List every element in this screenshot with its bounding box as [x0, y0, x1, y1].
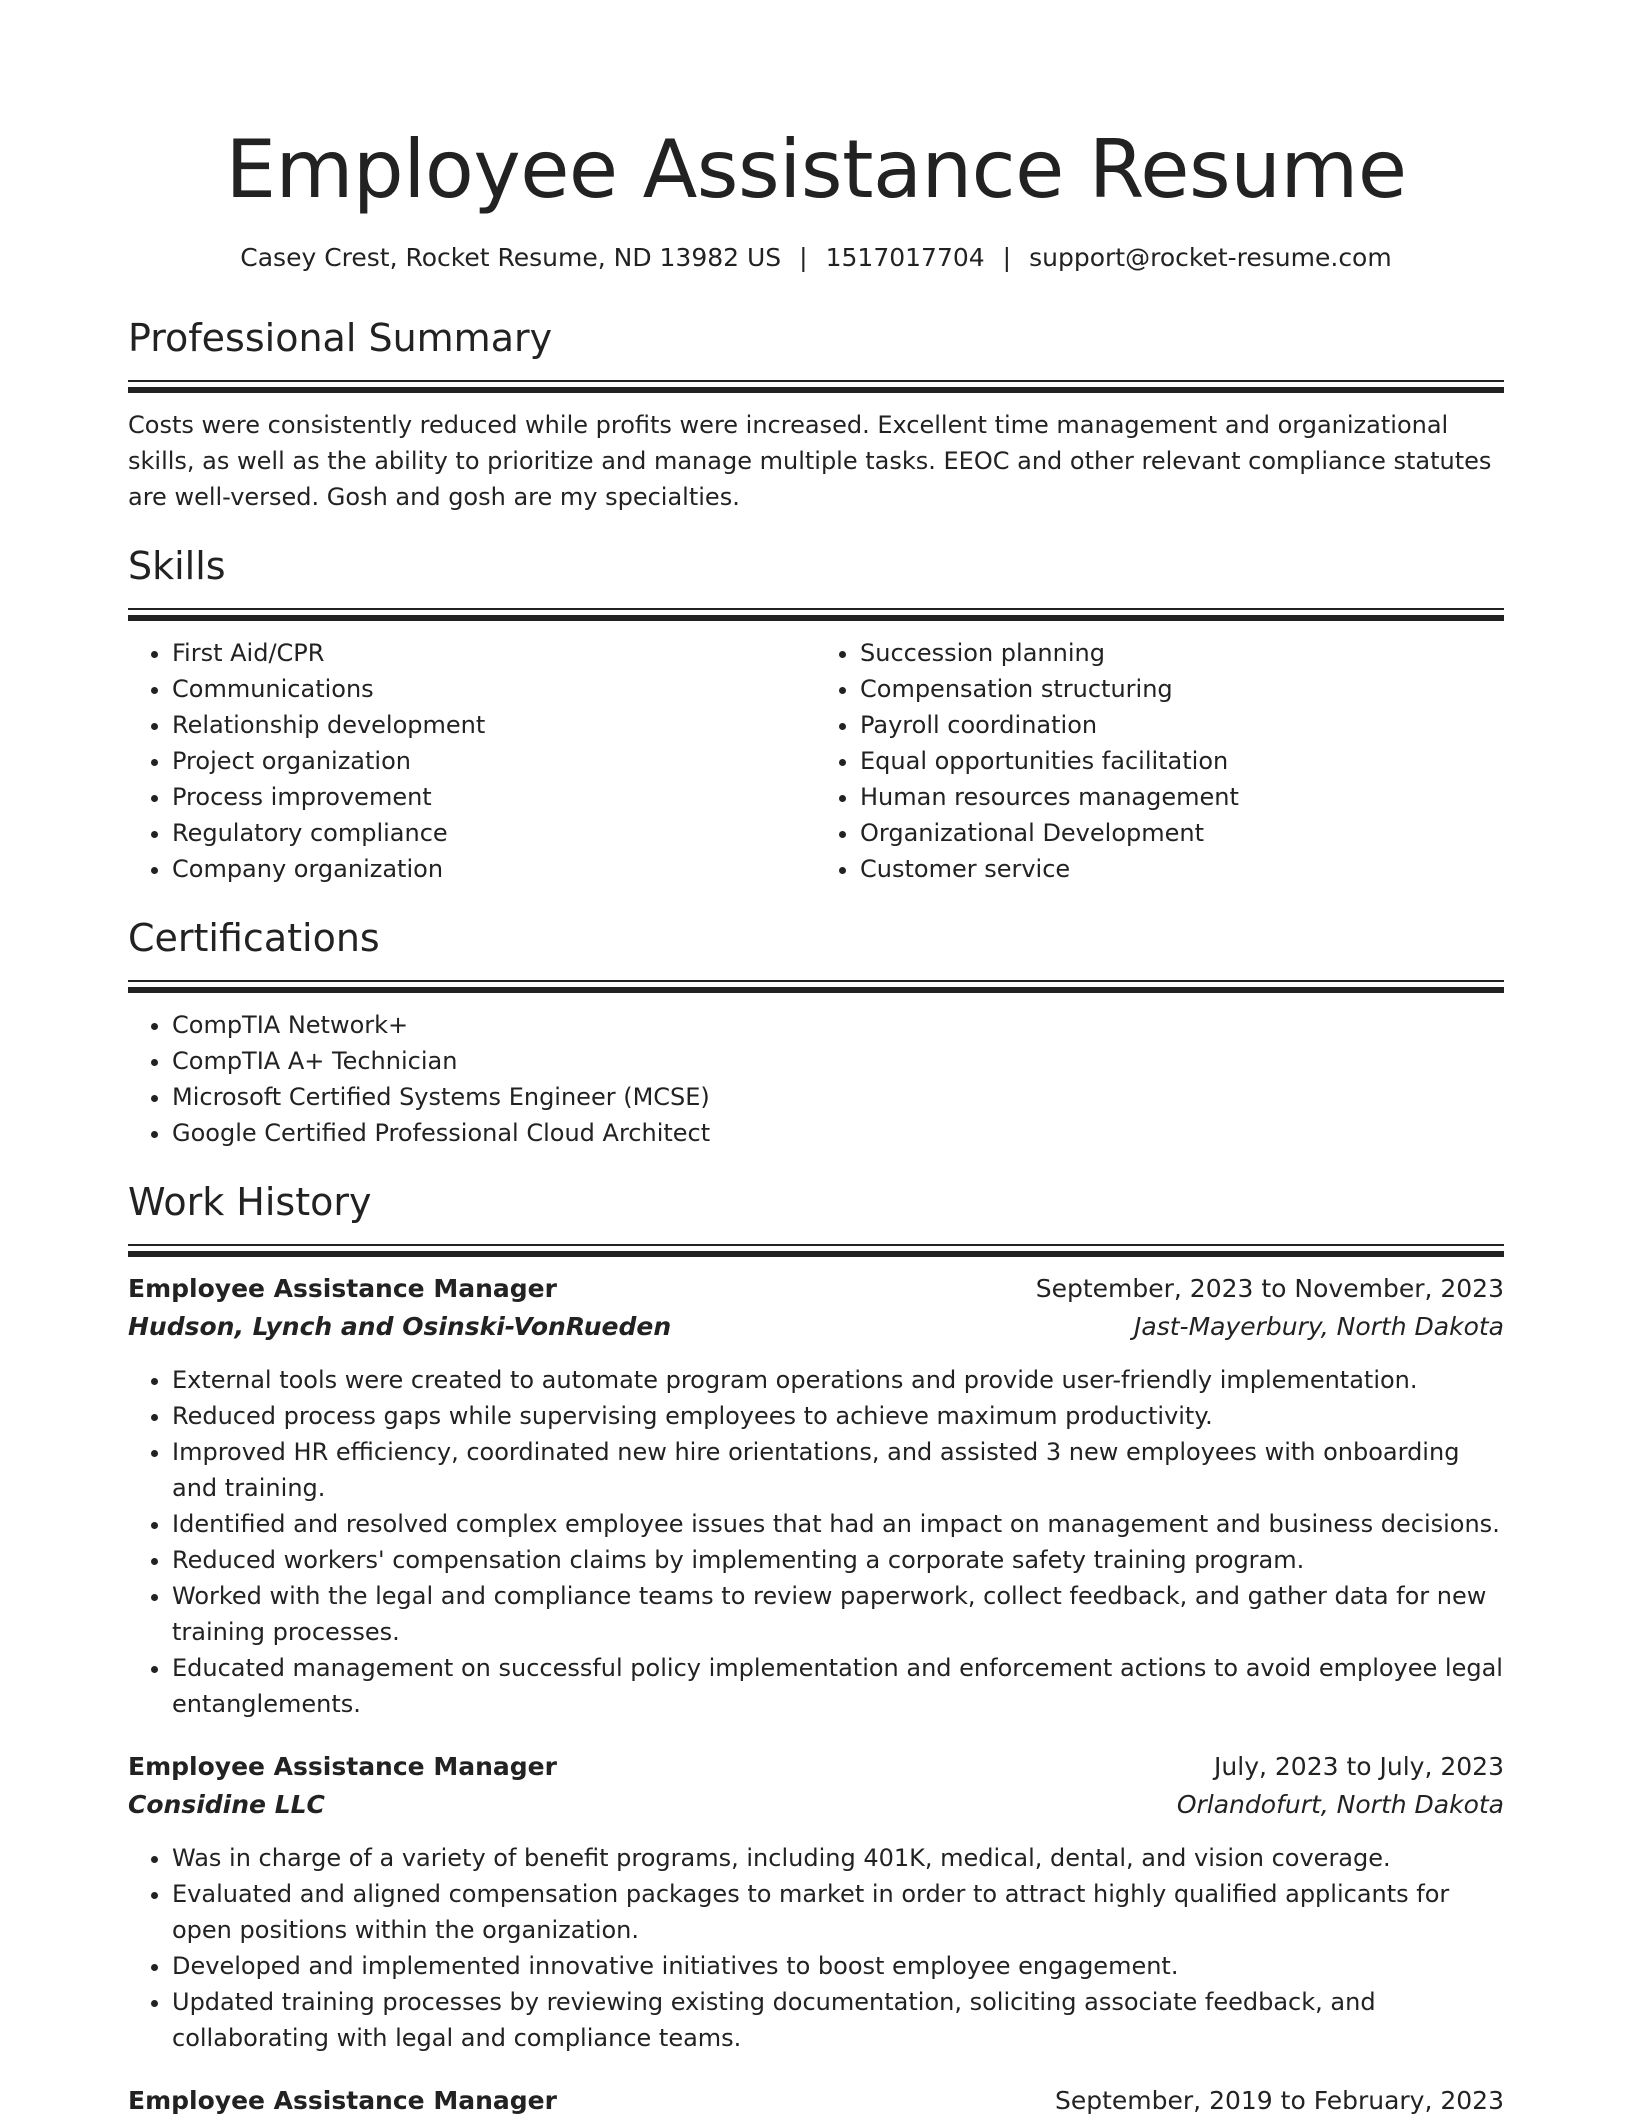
skill-item: • Communications: [172, 671, 816, 707]
job-company: Considine LLC: [128, 1790, 325, 1819]
certifications-section: [128, 914, 1504, 1151]
job-title: Employee Assistance Manager: [128, 1274, 557, 1303]
contact-separator: |: [1002, 243, 1012, 272]
job-subheader: [128, 1786, 1504, 1824]
section-heading-work-history: Work History: [128, 1180, 372, 1224]
skill-item: • Organizational Development: [860, 815, 1504, 851]
skills-list-right: [816, 635, 1504, 887]
work-history-section: [128, 1178, 1504, 2120]
contact-address: Casey Crest, Rocket Resume, ND 13982 US: [240, 243, 782, 272]
skill-item: • Human resources management: [860, 779, 1504, 815]
job-bullet: • Reduced process gaps while supervising employees to achieve maximum productivity.: [172, 1398, 1504, 1434]
skill-item: • Project organization: [172, 743, 816, 779]
job-bullet: • Evaluated and aligned compensation packages to market in order to attract highly qualified applicants for open positions within the organization.: [172, 1876, 1504, 1948]
certification-item: • CompTIA A+ Technician: [172, 1043, 1504, 1079]
skill-item: • First Aid/CPR: [172, 635, 816, 671]
job-bullet: • Improved HR efficiency, coordinated new hire orientations, and assisted 3 new employees with onboarding and training.: [172, 1434, 1504, 1506]
skill-item: • Succession planning: [860, 635, 1504, 671]
job-bullet: • Identified and resolved complex employee issues that had an impact on management and business decisions.: [172, 1506, 1504, 1542]
section-heading-certifications: Certifications: [128, 916, 380, 960]
contact-line: [128, 242, 1504, 274]
skills-columns: [128, 635, 1504, 887]
resume-page: [128, 0, 1504, 2120]
job-subheader: [128, 1308, 1504, 1346]
job-bullets: [128, 1362, 1504, 1722]
skills-section: [128, 542, 1504, 887]
contact-separator: |: [799, 243, 808, 272]
section-heading-skills: Skills: [128, 544, 226, 588]
job-bullet: • Developed and implemented innovative initiatives to boost employee engagement.: [172, 1948, 1504, 1984]
job-entry: [128, 1748, 1504, 2056]
job-company: Hudson, Lynch and Osinski-VonRueden: [128, 1312, 672, 1341]
certification-item: • CompTIA Network+: [172, 1007, 1504, 1043]
job-dates: September, 2019 to February, 2023: [1055, 2086, 1504, 2115]
skill-item: • Payroll coordination: [860, 707, 1504, 743]
section-divider: [128, 1244, 1504, 1256]
job-location: Jast-Mayerbury, North Dakota: [1134, 1312, 1504, 1341]
job-dates: September, 2023 to November, 2023: [1035, 1274, 1504, 1303]
skill-item: • Relationship development: [172, 707, 816, 743]
job-bullet: • External tools were created to automate program operations and provide user-friendly implementation.: [172, 1362, 1504, 1398]
skill-item: • Process improvement: [172, 779, 816, 815]
skill-item: • Company organization: [172, 851, 816, 887]
certification-item: • Google Certified Professional Cloud Architect: [172, 1115, 1504, 1151]
skill-item: • Equal opportunities facilitation: [860, 743, 1504, 779]
job-bullet: • Worked with the legal and compliance teams to review paperwork, collect feedback, and gather data for new training processes.: [172, 1578, 1504, 1650]
job-bullets: [128, 1840, 1504, 2056]
summary-section: [128, 314, 1504, 515]
section-divider: [128, 380, 1504, 392]
job-bullet: • Educated management on successful policy implementation and enforcement actions to avoid employee legal entanglements.: [172, 1650, 1504, 1722]
skill-item: • Customer service: [860, 851, 1504, 887]
resume-title: Employee Assistance Resume: [225, 123, 1407, 216]
contact-email[interactable]: support@rocket-resume.com: [1029, 243, 1392, 272]
job-bullet: • Updated training processes by reviewing existing documentation, soliciting associate feedback, and collaborating with legal and compliance teams.: [172, 1984, 1504, 2056]
skill-item: • Compensation structuring: [860, 671, 1504, 707]
job-location: Orlandofurt, North Dakota: [1176, 1790, 1504, 1819]
section-heading-summary: Professional Summary: [128, 316, 553, 360]
certifications-list: [128, 1007, 1504, 1151]
skill-item: • Regulatory compliance: [172, 815, 816, 851]
job-title: Employee Assistance Manager: [128, 1752, 557, 1781]
job-header: [128, 1270, 1504, 1308]
job-title: Employee Assistance Manager: [128, 2086, 557, 2115]
skills-list-left: [128, 635, 816, 887]
section-divider: [128, 980, 1504, 992]
summary-text: Costs were consistently reduced while profits were increased. Excellent time management and organizational skills, as well as the ability to prioritize and manage multiple tasks. EEOC and other relevant compliance statutes are well-versed. Gosh and gosh are my specialties.: [128, 411, 1492, 511]
certification-item: • Microsoft Certified Systems Engineer (MCSE): [172, 1079, 1504, 1115]
job-header: [128, 1748, 1504, 1786]
job-dates: July, 2023 to July, 2023: [1214, 1752, 1504, 1781]
job-entry: [128, 1270, 1504, 1722]
section-divider: [128, 608, 1504, 620]
job-header: [128, 2082, 1504, 2120]
job-entry: [128, 2082, 1504, 2120]
job-bullet: • Was in charge of a variety of benefit programs, including 401K, medical, dental, and vision coverage.: [172, 1840, 1504, 1876]
contact-phone: 1517017704: [825, 243, 985, 272]
job-bullet: • Reduced workers' compensation claims by implementing a corporate safety training program.: [172, 1542, 1504, 1578]
